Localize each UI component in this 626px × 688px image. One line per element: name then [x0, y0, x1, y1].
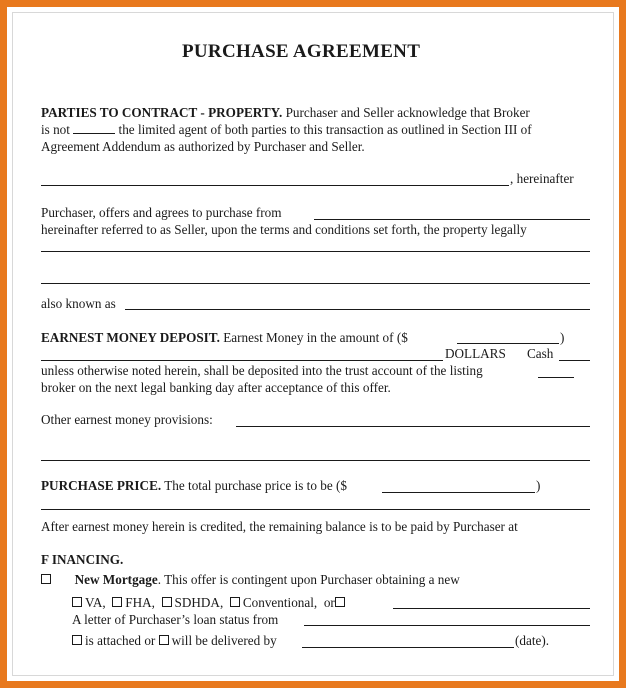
- earnest-line-1: [41, 330, 408, 346]
- price-close-paren: ): [536, 478, 541, 493]
- parties-line-1: [41, 105, 530, 121]
- earnest-close-paren: ): [560, 330, 565, 345]
- fha-label: FHA,: [125, 595, 155, 610]
- after-earnest-text: After earnest money herein is credited, the remaining balance is to be paid by Purchaser at: [41, 519, 518, 534]
- loan-type-options: [72, 595, 348, 611]
- hereinafter-text: , hereinafter: [510, 171, 574, 186]
- legal-description-blank-1[interactable]: [41, 251, 590, 252]
- sdhda-checkbox[interactable]: [162, 597, 172, 607]
- also-known-as-text: also known as: [41, 296, 116, 311]
- parties-line-3: Agreement Addendum as authorized by Purchaser and Seller.: [41, 139, 365, 154]
- price-line: [41, 478, 347, 494]
- attached-checkbox[interactable]: [72, 635, 82, 645]
- price-text: The total purchase price is to be ($: [164, 478, 347, 493]
- or-label: or: [323, 595, 335, 610]
- other-provisions-text: Other earnest money provisions:: [41, 412, 213, 427]
- unless-text: unless otherwise noted herein, shall be deposited into the trust account of the listing: [41, 363, 483, 378]
- offers-text: Purchaser, offers and agrees to purchase from: [41, 205, 282, 220]
- parties-heading: PARTIES TO CONTRACT - PROPERTY.: [41, 105, 283, 120]
- also-known-as-blank[interactable]: [125, 309, 590, 310]
- is-not-text: is not: [41, 122, 70, 137]
- broker-status-blank[interactable]: [73, 122, 115, 134]
- referred-text: hereinafter referred to as Seller, upon the terms and conditions set forth, the property legally: [41, 222, 527, 237]
- va-label: VA,: [85, 595, 106, 610]
- delivered-text: will be delivered by: [171, 633, 277, 648]
- attached-text: is attached or: [85, 633, 156, 648]
- conventional-checkbox[interactable]: [230, 597, 240, 607]
- dollars-text: DOLLARS: [445, 346, 506, 361]
- new-mortgage-checkbox[interactable]: [41, 574, 51, 584]
- parties-line-1-text: Purchaser and Seller acknowledge that Broker: [285, 105, 530, 120]
- new-mortgage-label: New Mortgage: [74, 572, 158, 587]
- legal-description-blank-2[interactable]: [41, 283, 590, 284]
- earnest-dollars-words-blank[interactable]: [41, 360, 443, 361]
- delivery-date-blank[interactable]: [302, 647, 514, 648]
- delivered-checkbox[interactable]: [159, 635, 169, 645]
- fha-checkbox[interactable]: [112, 597, 122, 607]
- earnest-amount-blank[interactable]: [457, 343, 559, 344]
- va-checkbox[interactable]: [72, 597, 82, 607]
- earnest-amount-text: Earnest Money in the amount of ($: [223, 330, 408, 345]
- seller-name-blank[interactable]: [314, 219, 590, 220]
- parties-line-2: [41, 122, 532, 138]
- financing-heading: F INANCING.: [41, 552, 124, 567]
- new-mortgage-line: [41, 572, 460, 588]
- cash-blank[interactable]: [559, 360, 590, 361]
- price-words-blank[interactable]: [41, 509, 590, 510]
- new-mortgage-text: . This offer is contingent upon Purchaser obtaining a new: [157, 572, 460, 587]
- other-loan-checkbox[interactable]: [335, 597, 345, 607]
- limited-agent-text: the limited agent of both parties to this transaction as outlined in Section III of: [118, 122, 532, 137]
- earnest-heading: EARNEST MONEY DEPOSIT.: [41, 330, 220, 345]
- other-loan-blank[interactable]: [393, 608, 590, 609]
- listing-broker-blank[interactable]: [538, 377, 574, 378]
- loan-status-blank[interactable]: [304, 625, 590, 626]
- price-amount-blank[interactable]: [382, 492, 535, 493]
- date-text: (date).: [515, 633, 550, 648]
- cash-text: Cash: [527, 346, 554, 361]
- purchaser-name-blank[interactable]: [41, 185, 509, 186]
- attached-line: [72, 633, 277, 649]
- other-provisions-blank-2[interactable]: [41, 460, 590, 461]
- document-title: PURCHASE AGREEMENT: [182, 41, 421, 62]
- price-heading: PURCHASE PRICE.: [41, 478, 162, 493]
- other-provisions-blank-1[interactable]: [236, 426, 590, 427]
- sdhda-label: SDHDA,: [174, 595, 224, 610]
- broker-text: broker on the next legal banking day after acceptance of this offer.: [41, 380, 391, 395]
- conventional-label: Conventional,: [242, 595, 318, 610]
- loan-status-text: A letter of Purchaser’s loan status from: [72, 612, 279, 627]
